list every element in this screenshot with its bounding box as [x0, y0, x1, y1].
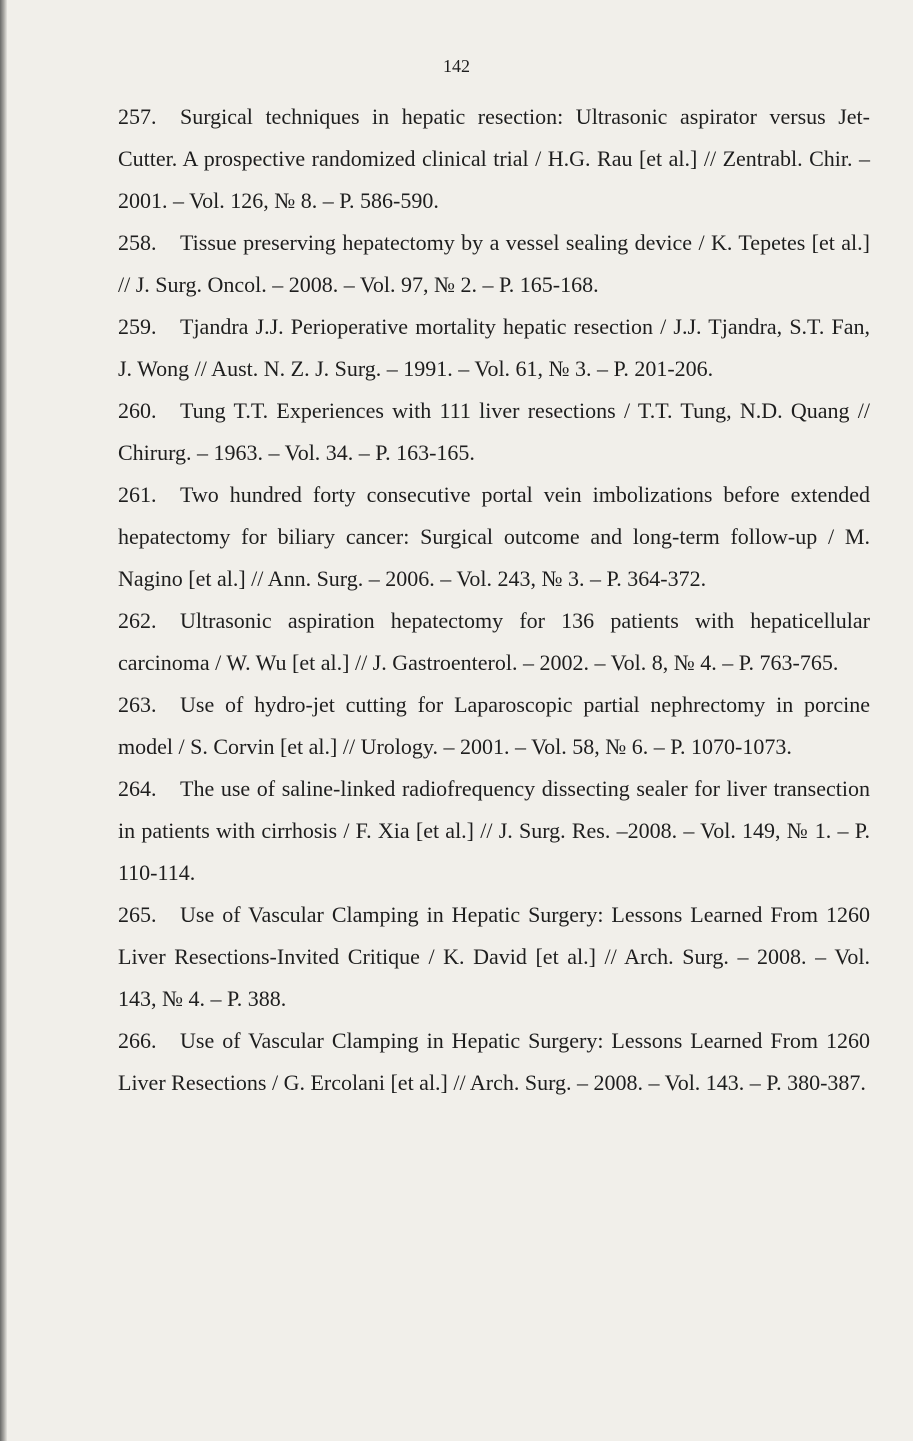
reference-text: Use of hydro-jet cutting for Laparoscopic partial nephrectomy in porcine model / S. Corvin [et al.] // Urology. – 2001. – Vol. 58, № 6. – P. 1070-1073. — [118, 692, 870, 759]
reference-item — [118, 474, 870, 600]
reference-number: 262. — [118, 608, 157, 633]
reference-text: Use of Vascular Clamping in Hepatic Surgery: Lessons Learned From 1260 Liver Resections / G. Ercolani [et al.] // Arch. Surg. – 2008. – Vol. 143. – P. 380-387. — [118, 1028, 870, 1095]
reference-number: 265. — [118, 902, 157, 927]
reference-text: The use of saline-linked radiofrequency dissecting sealer for liver transection in patients with cirrhosis / F. Xia [et al.] // J. Surg. Res. –2008. – Vol. 149, № 1. – P. 110-114. — [118, 776, 870, 885]
reference-text: Ultrasonic aspiration hepatectomy for 136 patients with hepaticellular carcinoma / W. Wu [et al.] // J. Gastroenterol. – 2002. – Vol. 8, № 4. – P. 763-765. — [118, 608, 870, 675]
reference-item — [118, 768, 870, 894]
reference-list — [118, 96, 870, 1104]
reference-number: 259. — [118, 314, 157, 339]
reference-text: Tjandra J.J. Perioperative mortality hepatic resection / J.J. Tjandra, S.T. Fan, J. Wong // Aust. N. Z. J. Surg. – 1991. – Vol. 61, № 3. – P. 201-206. — [118, 314, 870, 381]
reference-text: Tissue preserving hepatectomy by a vessel sealing device / K. Tepetes [et al.] // J. Surg. Oncol. – 2008. – Vol. 97, № 2. – P. 165-168. — [118, 230, 870, 297]
page-binding-edge — [0, 0, 7, 1441]
reference-item — [118, 390, 870, 474]
reference-number: 266. — [118, 1028, 157, 1053]
reference-text: Two hundred forty consecutive portal vein imbolizations before extended hepatectomy for biliary cancer: Surgical outcome and long-term follow-up / M. Nagino [et al.] // Ann. Surg. – 2006. – Vol. 243, № 3. – P. 364-372. — [118, 482, 870, 591]
reference-number: 257. — [118, 104, 157, 129]
reference-item — [118, 96, 870, 222]
reference-number: 263. — [118, 692, 157, 717]
reference-item — [118, 894, 870, 1020]
reference-text: Surgical techniques in hepatic resection: Ultrasonic aspirator versus Jet-Cutter. A prospective randomized clinical trial / H.G. Rau [et al.] // Zentrabl. Chir. – 2001. – Vol. 126, № 8. – P. 586-590. — [118, 104, 870, 213]
reference-item — [118, 1020, 870, 1104]
reference-number: 260. — [118, 398, 157, 423]
reference-text: Tung T.T. Experiences with 111 liver resections / T.T. Tung, N.D. Quang // Chirurg. – 1963. – Vol. 34. – P. 163-165. — [118, 398, 870, 465]
reference-item — [118, 600, 870, 684]
reference-text: Use of Vascular Clamping in Hepatic Surgery: Lessons Learned From 1260 Liver Resections-Invited Critique / K. David [et al.] // Arch. Surg. – 2008. – Vol. 143, № 4. – P. 388. — [118, 902, 870, 1011]
reference-item — [118, 684, 870, 768]
reference-number: 258. — [118, 230, 157, 255]
reference-item — [118, 222, 870, 306]
reference-number: 264. — [118, 776, 157, 801]
page-number: 142 — [443, 56, 470, 76]
reference-item — [118, 306, 870, 390]
reference-number: 261. — [118, 482, 157, 507]
